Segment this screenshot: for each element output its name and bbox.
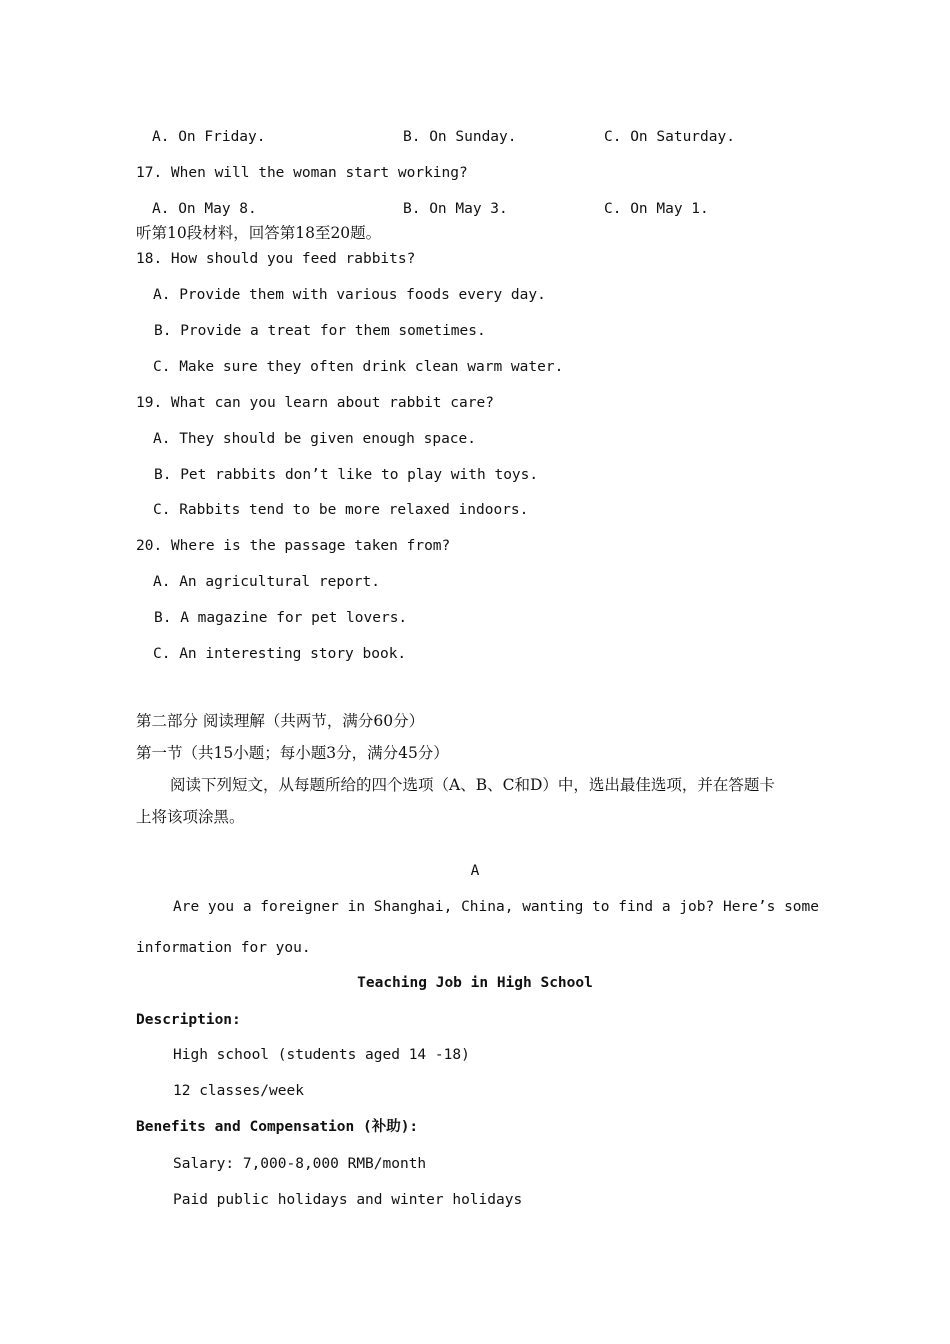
intro-line-1: Are you a foreigner in Shanghai, China, wanting to find a job? Here’s some (173, 899, 820, 915)
q18-option-b: B. Provide a treat for them sometimes. (154, 323, 486, 339)
description-item: High school (students aged 14 -18) (173, 1047, 470, 1063)
description-item: 12 classes/week (173, 1083, 304, 1099)
instruction-line-1: 阅读下列短文，从每题所给的四个选项（A、B、C和D）中，选出最佳选项，并在答题卡 (170, 776, 775, 794)
q17-option-a: A. On May 8. (152, 201, 257, 217)
q18-option-a: A. Provide them with various foods every day. (153, 287, 546, 303)
q16-option-a: A. On Friday. (152, 129, 266, 145)
benefits-item: Salary: 7,000-8,000 RMB/month (173, 1156, 427, 1172)
q17-option-c: C. On May 1. (604, 201, 709, 217)
q20-option-c: C. An interesting story book. (153, 646, 407, 662)
q19-option-b: B. Pet rabbits don’t like to play with toys. (154, 467, 539, 483)
q19-option-a: A. They should be given enough space. (153, 431, 477, 447)
q16-option-b: B. On Sunday. (403, 129, 517, 145)
q18-option-c: C. Make sure they often drink clean warm water. (153, 359, 564, 375)
passage-label: A (470, 863, 480, 879)
q17-option-b: B. On May 3. (403, 201, 508, 217)
q19-option-c: C. Rabbits tend to be more relaxed indoors. (153, 502, 529, 518)
q19-question: 19. What can you learn about rabbit care? (136, 395, 494, 411)
benefits-heading: Benefits and Compensation (补助): (136, 1119, 419, 1135)
section10-instruction: 听第10段材料，回答第18至20题。 (136, 224, 382, 242)
q18-question: 18. How should you feed rabbits? (136, 251, 416, 267)
section-one-title: 第一节（共15小题；每小题3分，满分45分） (136, 744, 449, 762)
q20-option-a: A. An agricultural report. (153, 574, 380, 590)
q20-question: 20. Where is the passage taken from? (136, 538, 451, 554)
instruction-line-2: 上将该项涂黑。 (136, 808, 245, 826)
q20-option-b: B. A magazine for pet lovers. (154, 610, 408, 626)
intro-line-2: information for you. (136, 940, 311, 956)
job-title: Teaching Job in High School (357, 975, 593, 991)
benefits-item: Paid public holidays and winter holidays (173, 1192, 523, 1208)
part-two-title: 第二部分 阅读理解（共两节，满分60分） (136, 712, 425, 730)
description-heading: Description: (136, 1012, 241, 1028)
q16-option-c: C. On Saturday. (604, 129, 735, 145)
q17-question: 17. When will the woman start working? (136, 165, 468, 181)
